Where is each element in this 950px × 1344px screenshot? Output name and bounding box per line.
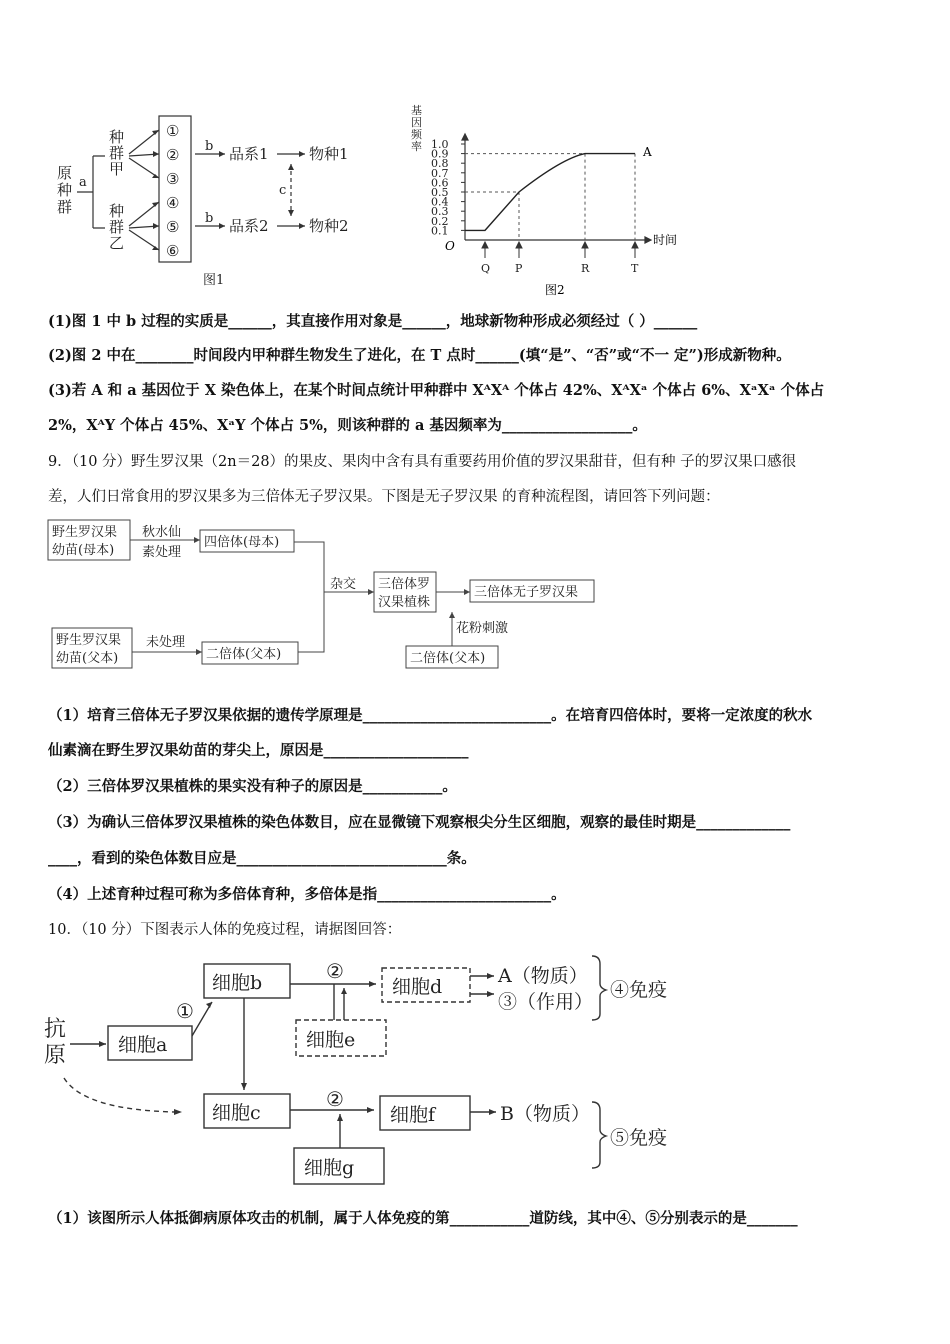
y-tick-label: 0.7 <box>431 166 449 180</box>
q8-line-1: (1)图 1 中 b 过程的实质是______，其直接作用对象是______，地球新物种形成必须经过（ ）______ <box>48 313 698 330</box>
strain1-label: 品系1 <box>229 145 269 163</box>
q10-line-1: 10．（10 分）下图表示人体的免疫过程，请据图回答： <box>48 922 402 938</box>
ylabel-char-3: 频 <box>411 128 422 141</box>
mother-seedling-line-2: 幼苗(母本) <box>52 543 115 558</box>
subgroup-4: ④ <box>166 194 180 212</box>
edge-b-label-1: b <box>205 139 214 154</box>
untreated-label: 未处理 <box>146 635 186 650</box>
x-mark-label: Q <box>481 262 491 275</box>
figure-1 <box>55 112 385 292</box>
q9-answer-2: （2）三倍体罗汉果植株的果实没有种子的原因是___________。 <box>48 778 457 795</box>
cross-label: 杂交 <box>330 577 357 592</box>
origin-branch <box>77 156 105 228</box>
substance-a-label: A（物质） <box>498 965 588 987</box>
q9-line-1: 9．（10 分）野生罗汉果（2n＝28）的果皮、果肉中含有具有重要药用价值的罗汉果甜苷，但有种 子的罗汉果口感很 <box>48 454 797 470</box>
effect-3-label: ③（作用） <box>498 991 594 1013</box>
edge-c-label: c <box>279 183 287 198</box>
x-mark-arrow <box>582 242 588 258</box>
x-mark-arrow <box>632 242 638 258</box>
figure-1-caption: 图1 <box>203 273 225 288</box>
cell-a-label: 细胞a <box>118 1034 168 1056</box>
seedless-label: 三倍体无子罗汉果 <box>474 585 579 600</box>
y-tick-label: 0.1 <box>431 224 449 238</box>
pollen-label: 花粉刺激 <box>456 621 509 636</box>
cell-b-label: 细胞b <box>212 972 263 994</box>
y-tick-label: 0.5 <box>431 186 449 199</box>
y-tick-label: 0.4 <box>431 195 449 209</box>
x-mark-arrow <box>482 242 488 258</box>
q9-answer-3b: ____，看到的染色体数目应是_____________________________条。 <box>48 850 476 867</box>
y-tick-label: 0.2 <box>431 214 449 228</box>
cell-c-label: 细胞c <box>212 1102 261 1124</box>
brace-5 <box>592 1102 606 1168</box>
x-axis-label: 时间 <box>653 233 678 247</box>
origin-label: O <box>445 239 455 253</box>
origin-char-2: 种 <box>57 181 73 199</box>
q9-answer-1b: 仙素滴在野生罗汉果幼苗的芽尖上，原因是____________________ <box>48 742 469 759</box>
pop-a-char-2: 群 <box>109 144 125 162</box>
tetraploid-label: 四倍体(母本) <box>204 535 280 550</box>
origin-char-1: 原 <box>57 164 73 182</box>
subgroup-6: ⑥ <box>166 242 180 260</box>
cell-f-label: 细胞f <box>390 1104 436 1126</box>
pop-a-char-3: 甲 <box>109 160 125 178</box>
origin-char-3: 群 <box>57 198 73 216</box>
curve-label: A <box>643 145 652 159</box>
figure-2-caption: 图2 <box>545 283 565 297</box>
pop-b-char-1: 种 <box>109 202 125 220</box>
ylabel-char-2: 因 <box>411 116 422 129</box>
father-seedling-line-2: 幼苗(父本) <box>56 651 119 666</box>
cell-d-label: 细胞d <box>392 976 443 998</box>
subgroup-1: ① <box>166 122 180 140</box>
immune-diagram <box>44 950 710 1190</box>
ylabel-char-1: 基 <box>411 104 422 117</box>
q9-answer-4: （4）上述育种过程可称为多倍体育种，多倍体是指________________________。 <box>48 886 566 903</box>
strain2-label: 品系2 <box>229 217 269 235</box>
triploid-plant-line-1: 三倍体罗 <box>378 577 431 592</box>
y-tick-label: 0.8 <box>431 157 449 171</box>
ylabel-char-4: 率 <box>411 140 422 153</box>
immune-5-label: ⑤免疫 <box>610 1127 668 1149</box>
q10-answer-1: （1）该图所示人体抵御病原体攻击的机制，属于人体免疫的第___________道防线，其中④、⑤分别表示的是_______ <box>48 1210 798 1227</box>
pop-b-char-2: 群 <box>109 218 125 236</box>
immune-4-label: ④免疫 <box>610 979 668 1001</box>
q8-line-4: 2%，XᴬY 个体占 45%、XᵃY 个体占 5%，则该种群的 a 基因频率为__________________。 <box>48 417 647 434</box>
diploid1-label: 二倍体(父本) <box>206 647 282 662</box>
species1-label: 物种1 <box>309 145 349 163</box>
father-seedling-line-1: 野生罗汉果 <box>56 633 122 648</box>
triploid-plant-line-2: 汉果植株 <box>378 595 431 610</box>
x-mark-arrow <box>516 242 522 258</box>
colchicine-line-2: 素处理 <box>142 545 182 560</box>
brace-4 <box>592 956 606 1020</box>
antigen-dashed-arrow <box>64 1078 176 1112</box>
pop-a-char-1: 种 <box>109 128 125 146</box>
antigen-char-1: 抗 <box>44 1017 67 1042</box>
cell-g-label: 细胞g <box>304 1157 355 1179</box>
q8-line-3: (3)若 A 和 a 基因位于 X 染色体上，在某个时间点统计甲种群中 XᴬXᴬ 个体占 42%、XᴬXᵃ 个体占 6%、XᵃXᵃ 个体占 <box>48 382 825 399</box>
y-tick-label: 0.3 <box>431 205 449 219</box>
q9-answer-3: （3）为确认三倍体罗汉果植株的染色体数目，应在显微镜下观察根尖分生区细胞，观察的最佳时期是_____________ <box>48 814 791 831</box>
x-mark-label: T <box>631 262 639 275</box>
cell-e-label: 细胞e <box>306 1029 356 1051</box>
x-mark-label: P <box>515 262 523 275</box>
y-tick-label: 0.9 <box>431 147 449 161</box>
edge-a-label: a <box>79 175 87 190</box>
species2-label: 物种2 <box>309 217 349 235</box>
q9-answer-1: （1）培育三倍体无子罗汉果依据的遗传学原理是__________________________。在培育四倍体时，要将一定浓度的秋水 <box>48 707 813 724</box>
y-tick-label: 0.6 <box>431 176 449 190</box>
x-mark-label: R <box>581 262 590 275</box>
diploid2-label: 二倍体(父本) <box>410 651 486 666</box>
step-2b-label: ② <box>326 1087 344 1111</box>
q8-line-2: (2)图 2 中在________时间段内甲种群生物发生了进化，在 T 点时______(填“是”、“否”或“不一 定”)形成新物种。 <box>48 347 791 364</box>
q9-line-2: 差，人们日常食用的罗汉果多为三倍体无子罗汉果。下图是无子罗汉果 的育种流程图，请回答下列问题： <box>48 489 720 505</box>
antigen-char-2: 原 <box>44 1043 67 1068</box>
step-2a-label: ② <box>326 959 344 983</box>
mother-seedling-line-1: 野生罗汉果 <box>52 525 118 540</box>
breeding-flowchart <box>46 516 606 674</box>
y-tick-label: 1.0 <box>431 138 449 151</box>
pop-b-char-3: 乙 <box>109 234 125 252</box>
subgroup-3: ③ <box>166 170 180 188</box>
colchicine-line-1: 秋水仙 <box>142 525 182 540</box>
subgroup-5: ⑤ <box>166 218 180 236</box>
edge-b-label-2: b <box>205 211 214 226</box>
subgroup-2: ② <box>166 146 180 164</box>
step-1-label: ① <box>176 999 194 1023</box>
figure-2 <box>405 100 695 300</box>
substance-b-label: B（物质） <box>500 1103 590 1125</box>
